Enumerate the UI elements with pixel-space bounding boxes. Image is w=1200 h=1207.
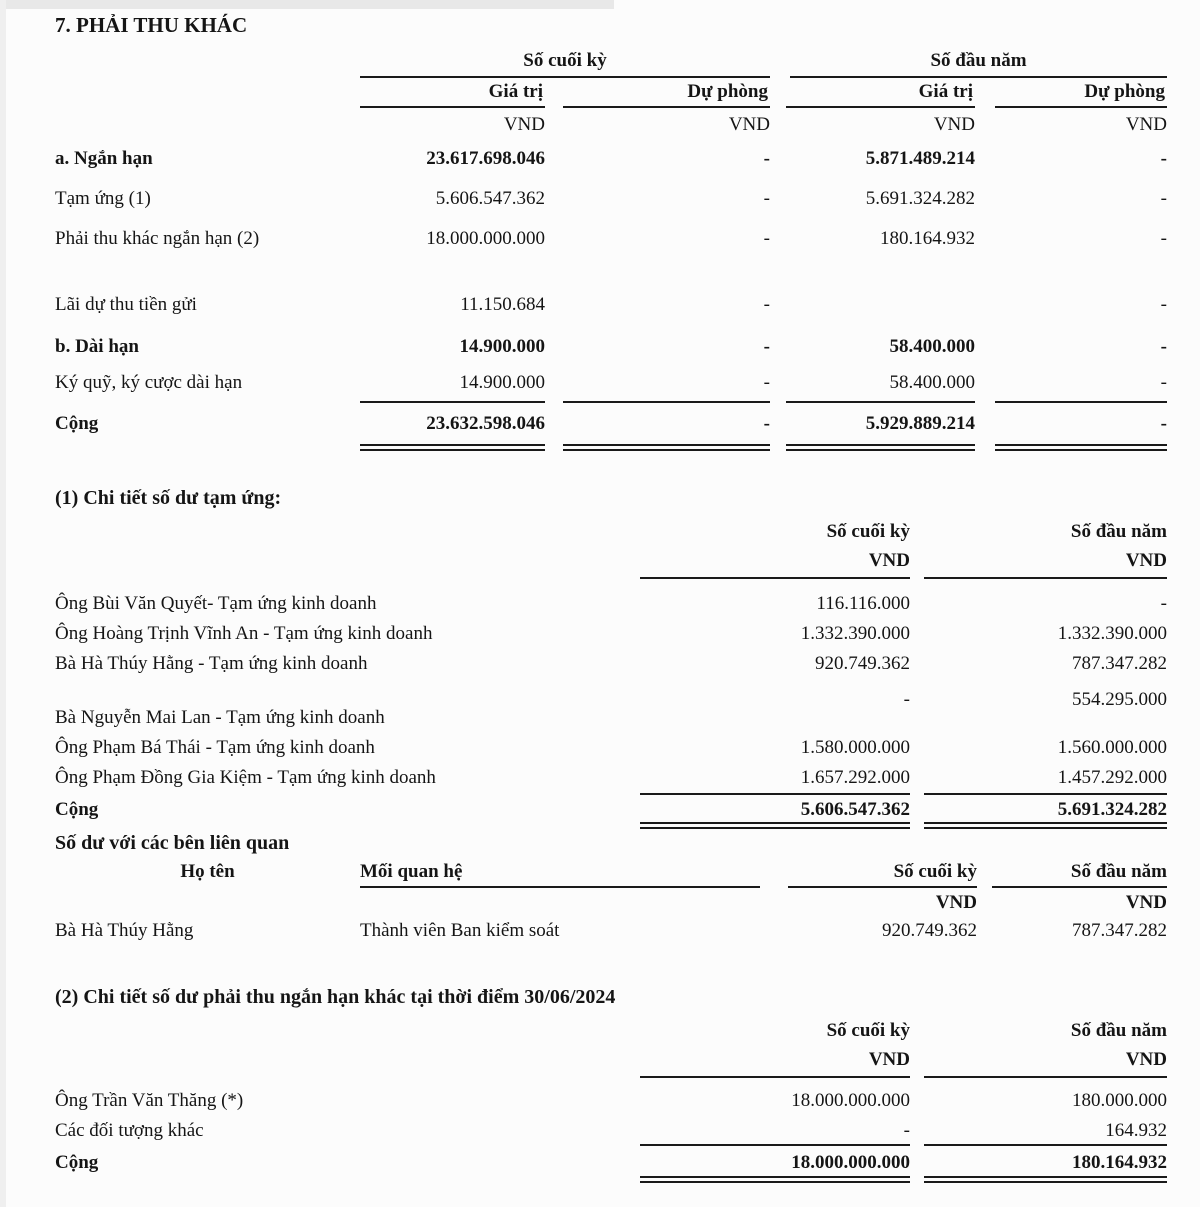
value-end-period: 23.632.598.046 <box>426 413 545 434</box>
person-label: Ông Bùi Văn Quyết- Tạm ứng kinh doanh <box>55 593 377 614</box>
unit-label: VND <box>924 1048 1167 1078</box>
section-2-title: (2) Chi tiết số dư phải thu ngắn hạn khác tại thời điểm 30/06/2024 <box>55 986 616 1008</box>
value-begin-year: 1.332.390.000 <box>1057 623 1167 644</box>
table-row-short-term <box>55 144 1167 174</box>
row-label: a. Ngắn hạn <box>55 148 153 169</box>
value-end-period: 920.749.362 <box>815 653 910 674</box>
value-begin-year: 180.164.932 <box>880 228 975 249</box>
related-parties-section <box>55 830 1167 944</box>
row-label: b. Dài hạn <box>55 336 139 357</box>
provision-end-period: - <box>763 148 770 169</box>
advance-row <box>55 589 1167 619</box>
end-of-period-header: Số cuối kỳ <box>826 521 910 542</box>
value-end-period: 18.000.000.000 <box>791 1152 910 1173</box>
value-begin-year: 180.164.932 <box>1072 1152 1167 1173</box>
scan-edge-artifact-left <box>0 0 6 1207</box>
rule-segment <box>640 822 910 829</box>
value-end-period: 11.150.684 <box>460 294 545 315</box>
related-parties-title: Số dư với các bên liên quan <box>55 832 290 854</box>
advance-row <box>55 733 1167 763</box>
total-label: Cộng <box>55 799 99 820</box>
section-1-double-rule <box>55 822 1167 829</box>
main-receivables-table <box>55 48 1167 451</box>
provision-end-period: - <box>763 188 770 209</box>
provision-begin-year: - <box>1160 228 1167 249</box>
value-end-period: 1.580.000.000 <box>800 737 910 758</box>
row-label: Phải thu khác ngắn hạn (2) <box>55 228 260 249</box>
note-7-other-receivables <box>55 0 1167 1183</box>
table-row-advances <box>55 184 1167 214</box>
related-parties-header-row <box>55 859 1167 885</box>
value-end-period: 14.900.000 <box>459 372 545 393</box>
provision-column-header: Dự phòng <box>995 80 1167 108</box>
rule-segment <box>995 401 1167 403</box>
beginning-of-year-header: Số đầu năm <box>1070 1020 1167 1041</box>
value-end-period: 116.116.000 <box>816 593 910 614</box>
rule-segment <box>924 1144 1167 1146</box>
value-begin-year <box>770 290 975 320</box>
provision-begin-year: - <box>1160 336 1167 357</box>
unit-label: VND <box>1125 114 1167 135</box>
receivable-row <box>55 1086 1167 1116</box>
section-1-total-row <box>55 797 1167 823</box>
rule-segment <box>786 401 975 403</box>
section-1-total-rule <box>55 793 1167 795</box>
rule-segment <box>924 822 1167 829</box>
table-row-deposits <box>55 368 1167 398</box>
rule-segment <box>563 401 770 403</box>
person-label: Bà Nguyễn Mai Lan - Tạm ứng kinh doanh <box>55 707 385 728</box>
value-begin-year: 5.929.889.214 <box>865 413 975 434</box>
relationship-column-header: Mối quan hệ <box>360 861 463 882</box>
value-column-header: Giá trị <box>786 80 975 108</box>
receivable-row <box>55 1118 1167 1144</box>
section-2-unit-row <box>55 1048 1167 1078</box>
person-label: Ông Hoàng Trịnh Vĩnh An - Tạm ứng kinh doanh <box>55 623 433 644</box>
page-title: 7. PHẢI THU KHÁC <box>55 13 248 37</box>
end-of-period-header: Số cuối kỳ <box>826 1020 910 1041</box>
section-1-unit-row <box>55 549 1167 579</box>
person-label: Bà Hà Thúy Hằng - Tạm ứng kinh doanh <box>55 653 368 674</box>
person-label: Ông Phạm Đồng Gia Kiệm - Tạm ứng kinh doanh <box>55 767 436 788</box>
value-begin-year: 164.932 <box>1105 1120 1167 1141</box>
beginning-of-year-header: Số đầu năm <box>1070 861 1167 882</box>
unit-label: VND <box>728 114 770 135</box>
provision-begin-year: - <box>1160 413 1167 434</box>
rule-segment <box>640 1144 910 1146</box>
row-label: Tạm ứng (1) <box>55 188 151 209</box>
unit-label: VND <box>640 549 910 579</box>
value-begin-year: 787.347.282 <box>1072 653 1167 674</box>
section-2-double-rule <box>55 1176 1167 1183</box>
provision-end-period: - <box>763 413 770 434</box>
rule-segment <box>360 886 760 888</box>
total-rule <box>55 401 1167 403</box>
rule-segment <box>924 793 1167 795</box>
advance-row <box>55 763 1167 793</box>
value-end-period: 920.749.362 <box>882 920 977 941</box>
value-column-header: Giá trị <box>360 80 545 108</box>
end-of-period-group-header: Số cuối kỳ <box>360 48 770 78</box>
section-1-header-row <box>55 517 1167 547</box>
value-begin-year: 5.871.489.214 <box>865 148 975 169</box>
unit-label: VND <box>935 892 977 913</box>
end-of-period-header: Số cuối kỳ <box>893 861 977 882</box>
row-label: Ký quỹ, ký cược dài hạn <box>55 372 243 393</box>
table-row-total <box>55 409 1167 439</box>
value-begin-year: 58.400.000 <box>889 336 975 357</box>
sub-header-row <box>55 80 1167 108</box>
rule-segment <box>924 1176 1167 1183</box>
value-end-period: - <box>903 1120 910 1141</box>
related-party-row <box>55 918 1167 944</box>
value-begin-year: 5.691.324.282 <box>1057 799 1167 820</box>
advance-row <box>55 649 1167 679</box>
person-name: Bà Hà Thúy Hằng <box>55 920 194 941</box>
rule-segment <box>992 886 1167 888</box>
provision-begin-year: - <box>1160 294 1167 315</box>
value-end-period: 5.606.547.362 <box>800 799 910 820</box>
person-label: Ông Trần Văn Thăng (*) <box>55 1090 244 1111</box>
table-row-other-short-term <box>55 224 1167 254</box>
rule-segment <box>640 1176 910 1183</box>
row-label: Lãi dự thu tiền gửi <box>55 294 197 315</box>
unit-label: VND <box>503 114 545 135</box>
rule-segment <box>360 444 545 451</box>
value-end-period: 18.000.000.000 <box>791 1090 910 1111</box>
rule-segment <box>995 444 1167 451</box>
beginning-of-year-group-header: Số đầu năm <box>790 48 1167 78</box>
unit-label: VND <box>924 549 1167 579</box>
person-label: Các đối tượng khác <box>55 1120 204 1141</box>
total-double-rule <box>55 444 1167 451</box>
value-begin-year: 1.560.000.000 <box>1057 737 1167 758</box>
value-begin-year: 787.347.282 <box>1072 920 1167 941</box>
value-begin-year: 554.295.000 <box>1072 689 1167 710</box>
provision-begin-year: - <box>1160 188 1167 209</box>
unit-label: VND <box>933 114 975 135</box>
unit-label: VND <box>1125 892 1167 913</box>
provision-end-period: - <box>763 336 770 357</box>
rule-segment <box>788 886 977 888</box>
related-parties-header-rule <box>55 886 1167 888</box>
advances-detail-section <box>55 483 1167 829</box>
section-2-total-row <box>55 1150 1167 1176</box>
value-begin-year: 5.691.324.282 <box>865 188 975 209</box>
name-column-header: Họ tên <box>180 861 235 882</box>
section-2-header-row <box>55 1016 1167 1046</box>
rule-segment <box>563 444 770 451</box>
advance-row <box>55 619 1167 649</box>
rule-segment <box>640 793 910 795</box>
person-label: Ông Phạm Bá Thái - Tạm ứng kinh doanh <box>55 737 375 758</box>
value-begin-year: 180.000.000 <box>1072 1090 1167 1111</box>
value-begin-year <box>910 703 1167 733</box>
beginning-of-year-header: Số đầu năm <box>1070 521 1167 542</box>
unit-label: VND <box>640 1048 910 1078</box>
provision-end-period: - <box>763 294 770 315</box>
value-end-period: 23.617.698.046 <box>426 148 545 169</box>
period-group-header-row <box>55 48 1167 78</box>
section-1-title: (1) Chi tiết số dư tạm ứng: <box>55 487 282 509</box>
related-parties-unit-row <box>55 890 1167 916</box>
provision-end-period: - <box>763 372 770 393</box>
value-end-period: 5.606.547.362 <box>435 188 545 209</box>
section-2-total-rule <box>55 1144 1167 1146</box>
value-begin-year: 58.400.000 <box>889 372 975 393</box>
value-end-period <box>640 703 910 733</box>
total-label: Cộng <box>55 1152 99 1173</box>
table-row-accrued-interest <box>55 290 1167 320</box>
provision-begin-year: - <box>1160 148 1167 169</box>
provision-end-period: - <box>763 228 770 249</box>
rule-segment <box>360 401 545 403</box>
value-begin-year: - <box>1160 593 1167 614</box>
value-end-period: 1.657.292.000 <box>800 767 910 788</box>
total-label: Cộng <box>55 413 99 434</box>
value-begin-year: 1.457.292.000 <box>1057 767 1167 788</box>
table-row-long-term <box>55 332 1167 362</box>
value-end-period: 18.000.000.000 <box>426 228 545 249</box>
provision-begin-year: - <box>1160 372 1167 393</box>
rule-segment <box>786 444 975 451</box>
value-end-period: - <box>903 689 910 710</box>
unit-row <box>55 112 1167 138</box>
provision-column-header: Dự phòng <box>563 80 770 108</box>
short-term-receivables-detail-section <box>55 982 1167 1183</box>
value-end-period: 1.332.390.000 <box>800 623 910 644</box>
value-end-period: 14.900.000 <box>459 336 545 357</box>
advance-row-label-only <box>55 703 1167 733</box>
relationship-value: Thành viên Ban kiểm soát <box>360 920 560 941</box>
